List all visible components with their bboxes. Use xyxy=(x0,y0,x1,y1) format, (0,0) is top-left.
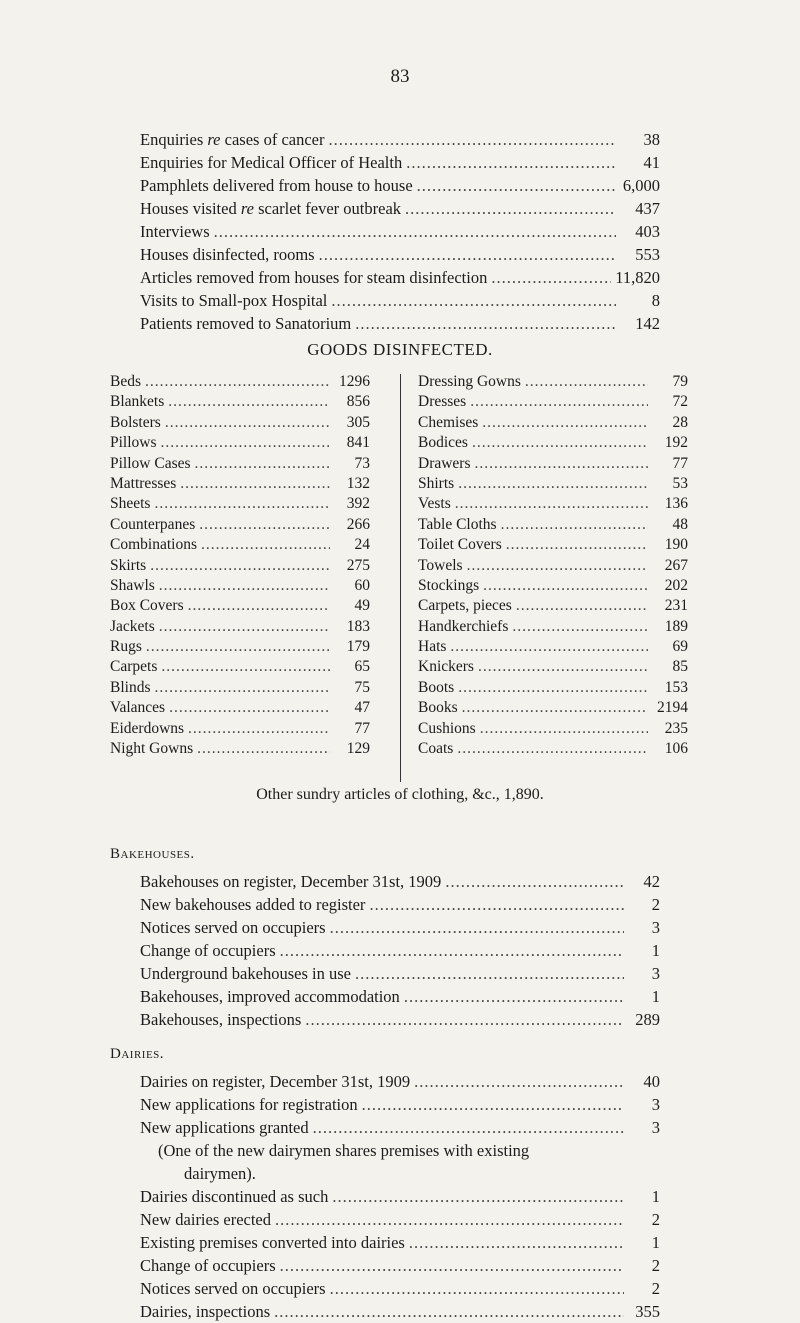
dairy-row xyxy=(140,1116,660,1139)
row-label: Valances xyxy=(110,699,166,717)
goods-row xyxy=(418,474,688,494)
row-value: 1 xyxy=(651,1233,660,1252)
goods-row xyxy=(418,392,688,412)
row-label-part: cases of cancer xyxy=(220,130,325,149)
row-label: Underground bakehouses in use xyxy=(140,964,351,983)
row-label: Chemises xyxy=(418,413,479,431)
column-divider xyxy=(400,374,401,782)
row-value: 190 xyxy=(664,536,688,554)
summary-list xyxy=(140,128,660,335)
bakehouse-row xyxy=(140,1008,660,1031)
row-label: Knickers xyxy=(418,658,474,676)
row-label: Cushions xyxy=(418,719,476,737)
row-label: Toilet Covers xyxy=(418,536,502,554)
dot-leader xyxy=(313,1116,624,1139)
row-label-part: Visits to Small-pox Hospital xyxy=(140,291,328,310)
row-value: 2 xyxy=(651,1210,660,1229)
summary-row xyxy=(140,174,660,197)
dot-leader xyxy=(188,719,330,739)
row-value: 8 xyxy=(651,291,660,310)
row-value: 2 xyxy=(651,1256,660,1275)
dot-leader xyxy=(417,174,616,197)
goods-row xyxy=(418,556,688,576)
row-value: 47 xyxy=(354,699,370,717)
goods-row xyxy=(418,494,688,514)
row-value: 305 xyxy=(346,413,370,431)
goods-row xyxy=(110,535,370,555)
row-label: Dairies on register, December 31st, 1909 xyxy=(140,1072,411,1091)
dot-leader xyxy=(501,515,648,535)
dot-leader xyxy=(467,556,648,576)
goods-row xyxy=(110,372,370,392)
row-value: 289 xyxy=(635,1010,660,1029)
dairies-note xyxy=(140,1139,660,1185)
goods-row xyxy=(418,739,688,759)
dot-leader xyxy=(154,494,330,514)
goods-left-column xyxy=(110,372,370,759)
page-number: 83 xyxy=(390,66,410,87)
row-label: New applications granted xyxy=(140,1118,309,1137)
dot-leader xyxy=(483,576,648,596)
summary-row xyxy=(140,266,660,289)
dairies-note-line1: (One of the new dairymen shares premises with existing xyxy=(158,1141,530,1160)
row-value: 179 xyxy=(346,638,370,656)
row-label: Existing premises converted into dairies xyxy=(140,1233,405,1252)
row-value: 153 xyxy=(664,678,688,696)
dot-leader xyxy=(329,128,617,151)
dot-leader xyxy=(512,617,648,637)
dot-leader xyxy=(362,1093,624,1116)
dot-leader xyxy=(458,678,648,698)
dairy-row xyxy=(140,1208,660,1231)
row-value: 3 xyxy=(651,1118,660,1137)
row-label-italic: re xyxy=(207,130,221,149)
row-value: 266 xyxy=(346,515,370,533)
goods-row xyxy=(418,515,688,535)
row-value: 53 xyxy=(672,474,688,492)
dot-leader xyxy=(404,985,624,1008)
dot-leader xyxy=(280,1254,624,1277)
goods-row xyxy=(110,617,370,637)
summary-row xyxy=(140,312,660,335)
summary-row xyxy=(140,220,660,243)
row-value: 3 xyxy=(651,964,660,983)
row-value: 60 xyxy=(354,576,370,594)
dot-leader xyxy=(506,535,648,555)
summary-row xyxy=(140,197,660,220)
dot-leader xyxy=(168,392,330,412)
row-label: Vests xyxy=(418,495,451,513)
row-label: Books xyxy=(418,699,458,717)
dot-leader xyxy=(330,1277,624,1300)
dot-leader xyxy=(201,535,330,555)
row-value: 38 xyxy=(643,130,660,149)
row-label: Coats xyxy=(418,740,454,758)
goods-row xyxy=(110,474,370,494)
summary-row xyxy=(140,128,660,151)
row-label xyxy=(140,243,315,266)
row-label xyxy=(140,266,487,289)
row-value: 192 xyxy=(664,434,688,452)
row-value: 49 xyxy=(354,597,370,615)
row-value: 136 xyxy=(664,495,688,513)
row-label: Dairies discontinued as such xyxy=(140,1187,329,1206)
goods-row xyxy=(110,678,370,698)
dot-leader xyxy=(214,220,616,243)
row-label: Change of occupiers xyxy=(140,941,276,960)
row-label: Boots xyxy=(418,678,455,696)
dot-leader xyxy=(331,289,616,312)
summary-row xyxy=(140,151,660,174)
row-value: 11,820 xyxy=(615,268,660,287)
goods-row xyxy=(110,719,370,739)
goods-row xyxy=(418,454,688,474)
dot-leader xyxy=(161,433,330,453)
goods-row xyxy=(110,392,370,412)
goods-row xyxy=(110,413,370,433)
row-label xyxy=(140,197,401,220)
dot-leader xyxy=(475,454,648,474)
row-value: 2 xyxy=(651,895,660,914)
row-value: 1 xyxy=(651,941,660,960)
row-label: Combinations xyxy=(110,536,197,554)
bakehouse-row xyxy=(140,893,660,916)
dot-leader xyxy=(405,197,616,220)
dot-leader xyxy=(369,893,624,916)
row-label-part: scarlet fever outbreak xyxy=(253,199,402,218)
dot-leader xyxy=(330,916,624,939)
row-value: 129 xyxy=(346,740,370,758)
row-label-italic: re xyxy=(240,199,254,218)
dot-leader xyxy=(482,413,648,433)
row-label: Bakehouses, inspections xyxy=(140,1010,302,1029)
goods-row xyxy=(418,372,688,392)
row-label-part: Patients removed to Sanatorium xyxy=(140,314,352,333)
dot-leader xyxy=(145,372,330,392)
row-label xyxy=(140,312,351,335)
row-value: 42 xyxy=(643,872,660,891)
goods-disinfected-title: GOODS DISINFECTED. xyxy=(307,340,493,359)
row-label: Counterpanes xyxy=(110,515,196,533)
goods-row xyxy=(418,617,688,637)
goods-row xyxy=(418,637,688,657)
dot-leader xyxy=(146,637,330,657)
row-label: Rugs xyxy=(110,638,142,656)
row-label: Dairies, inspections xyxy=(140,1302,271,1321)
dot-leader xyxy=(480,719,648,739)
row-label: Mattresses xyxy=(110,474,177,492)
row-label: Skirts xyxy=(110,556,147,574)
row-label xyxy=(140,289,327,312)
row-label: Dresses xyxy=(418,393,467,411)
row-value: 41 xyxy=(643,153,660,172)
dairy-row xyxy=(140,1070,660,1093)
row-value: 48 xyxy=(672,515,688,533)
row-value: 403 xyxy=(635,222,660,241)
bakehouse-row xyxy=(140,870,660,893)
row-value: 85 xyxy=(672,658,688,676)
dot-leader xyxy=(478,657,648,677)
goods-row xyxy=(418,678,688,698)
row-label: New applications for registration xyxy=(140,1095,358,1114)
dairy-row xyxy=(140,1185,660,1208)
row-label xyxy=(140,220,210,243)
row-label: Carpets xyxy=(110,658,158,676)
dot-leader xyxy=(472,433,648,453)
row-label: Hats xyxy=(418,638,447,656)
goods-row xyxy=(418,657,688,677)
row-label: Blankets xyxy=(110,393,165,411)
row-label: Drawers xyxy=(418,454,471,472)
row-value: 79 xyxy=(672,373,688,390)
goods-row xyxy=(110,596,370,616)
row-value: 553 xyxy=(635,245,660,264)
row-value: 106 xyxy=(664,740,688,758)
row-label: Bakehouses on register, December 31st, 1909 xyxy=(140,872,442,891)
goods-row xyxy=(110,515,370,535)
dot-leader xyxy=(332,1185,624,1208)
row-label: Towels xyxy=(418,556,463,574)
goods-row xyxy=(110,576,370,596)
dot-leader xyxy=(199,515,330,535)
dairy-row xyxy=(140,1254,660,1277)
goods-row xyxy=(110,454,370,474)
goods-row xyxy=(110,637,370,657)
row-value: 65 xyxy=(354,658,370,676)
dot-leader xyxy=(470,392,648,412)
row-value: 437 xyxy=(635,199,660,218)
row-label: Beds xyxy=(110,373,141,390)
row-value: 183 xyxy=(346,617,370,635)
row-label: Stockings xyxy=(418,576,480,594)
row-value: 77 xyxy=(354,719,370,737)
summary-row xyxy=(140,289,660,312)
row-value: 132 xyxy=(346,474,370,492)
row-value: 1296 xyxy=(339,373,370,390)
dot-leader xyxy=(280,939,624,962)
row-value: 73 xyxy=(354,454,370,472)
dot-leader xyxy=(406,151,616,174)
row-label: Notices served on occupiers xyxy=(140,918,326,937)
dot-leader xyxy=(414,1070,624,1093)
goods-row xyxy=(110,433,370,453)
goods-row xyxy=(110,698,370,718)
row-value: 392 xyxy=(346,495,370,513)
goods-row xyxy=(418,535,688,555)
goods-row xyxy=(418,576,688,596)
row-label: Carpets, pieces xyxy=(418,597,512,615)
dairy-row xyxy=(140,1093,660,1116)
goods-row xyxy=(418,719,688,739)
dot-leader xyxy=(455,494,648,514)
dot-leader xyxy=(450,637,648,657)
bakehouse-row xyxy=(140,939,660,962)
goods-row xyxy=(418,433,688,453)
bakehouse-row xyxy=(140,916,660,939)
row-label-part: Articles removed from houses for steam disinfection xyxy=(140,268,488,287)
row-value: 267 xyxy=(664,556,688,574)
dot-leader xyxy=(319,243,616,266)
goods-row xyxy=(418,413,688,433)
row-value: 202 xyxy=(664,576,688,594)
row-label: Pillows xyxy=(110,434,157,452)
row-value: 69 xyxy=(672,638,688,656)
dot-leader xyxy=(445,870,624,893)
row-value: 1 xyxy=(651,987,660,1006)
row-value: 856 xyxy=(346,393,370,411)
row-value: 235 xyxy=(664,719,688,737)
dot-leader xyxy=(197,739,330,759)
dairy-row xyxy=(140,1231,660,1254)
row-label: Handkerchiefs xyxy=(418,617,509,635)
row-value: 3 xyxy=(651,918,660,937)
row-value: 189 xyxy=(664,617,688,635)
row-label: Shirts xyxy=(418,474,455,492)
row-label: Eiderdowns xyxy=(110,719,185,737)
dot-leader xyxy=(161,657,330,677)
row-label: Blinds xyxy=(110,678,151,696)
row-value: 3 xyxy=(651,1095,660,1114)
dairies-note-line2: dairymen). xyxy=(184,1164,256,1183)
bakehouses-list xyxy=(140,870,660,1031)
row-label: Bolsters xyxy=(110,413,161,431)
row-value: 1 xyxy=(651,1187,660,1206)
dot-leader xyxy=(409,1231,624,1254)
row-value: 355 xyxy=(635,1302,660,1321)
dot-leader xyxy=(195,454,330,474)
dot-leader xyxy=(275,1208,624,1231)
dot-leader xyxy=(154,678,330,698)
row-label-part: Pamphlets delivered from house to house xyxy=(140,176,413,195)
row-label xyxy=(140,151,402,174)
dot-leader xyxy=(180,474,330,494)
dot-leader xyxy=(355,962,624,985)
goods-row xyxy=(418,698,688,718)
row-value: 2 xyxy=(651,1279,660,1298)
row-label: Table Cloths xyxy=(418,515,497,533)
goods-row xyxy=(110,556,370,576)
row-label: Notices served on occupiers xyxy=(140,1279,326,1298)
bakehouse-row xyxy=(140,962,660,985)
bakehouses-heading: Bakehouses. xyxy=(110,846,195,862)
dot-leader xyxy=(159,617,330,637)
row-label: Shawls xyxy=(110,576,155,594)
dot-leader xyxy=(525,372,648,392)
row-label: Box Covers xyxy=(110,597,184,615)
goods-right-column xyxy=(418,372,688,759)
row-value: 24 xyxy=(354,536,370,554)
dairy-row xyxy=(140,1277,660,1300)
row-label xyxy=(140,174,413,197)
row-value: 231 xyxy=(664,597,688,615)
goods-footer-note: Other sundry articles of clothing, &c., 1,890. xyxy=(256,786,544,803)
dot-leader xyxy=(188,596,330,616)
row-label xyxy=(140,128,325,151)
dot-leader xyxy=(165,413,330,433)
row-value: 72 xyxy=(672,393,688,411)
dot-leader xyxy=(458,474,648,494)
dot-leader xyxy=(462,698,648,718)
dot-leader xyxy=(159,576,330,596)
row-label: Night Gowns xyxy=(110,740,194,758)
dot-leader xyxy=(355,312,616,335)
dot-leader xyxy=(274,1300,624,1323)
row-label: New dairies erected xyxy=(140,1210,272,1229)
dairies-heading: Dairies. xyxy=(110,1046,165,1062)
row-label-part: Enquiries for Medical Officer of Health xyxy=(140,153,403,172)
dairies-list xyxy=(140,1070,660,1323)
row-label: Sheets xyxy=(110,495,151,513)
goods-row xyxy=(110,739,370,759)
row-label: New bakehouses added to register xyxy=(140,895,366,914)
goods-row xyxy=(110,657,370,677)
row-label: Bodices xyxy=(418,434,468,452)
goods-row xyxy=(418,596,688,616)
goods-row xyxy=(110,494,370,514)
row-value: 28 xyxy=(672,413,688,431)
dot-leader xyxy=(169,698,330,718)
row-value: 275 xyxy=(346,556,370,574)
dot-leader xyxy=(150,556,330,576)
row-label-part: Houses disinfected, rooms xyxy=(140,245,315,264)
row-label-part: Enquiries xyxy=(140,130,208,149)
row-value: 142 xyxy=(635,314,660,333)
row-value: 841 xyxy=(346,434,370,452)
row-label: Change of occupiers xyxy=(140,1256,276,1275)
summary-row xyxy=(140,243,660,266)
dot-leader xyxy=(516,596,648,616)
dot-leader xyxy=(457,739,648,759)
row-value: 2194 xyxy=(657,699,688,717)
dot-leader xyxy=(491,266,611,289)
row-label: Jackets xyxy=(110,617,155,635)
bakehouse-row xyxy=(140,985,660,1008)
row-value: 40 xyxy=(643,1072,660,1091)
dairy-row xyxy=(140,1300,660,1323)
row-label: Bakehouses, improved accommodation xyxy=(140,987,400,1006)
row-value: 75 xyxy=(354,678,370,696)
row-label-part: Houses visited xyxy=(140,199,241,218)
row-label: Dressing Gowns xyxy=(418,373,521,390)
row-value: 6,000 xyxy=(622,176,660,195)
row-label-part: Interviews xyxy=(140,222,210,241)
dot-leader xyxy=(305,1008,624,1031)
row-label: Pillow Cases xyxy=(110,454,191,472)
row-value: 77 xyxy=(672,454,688,472)
